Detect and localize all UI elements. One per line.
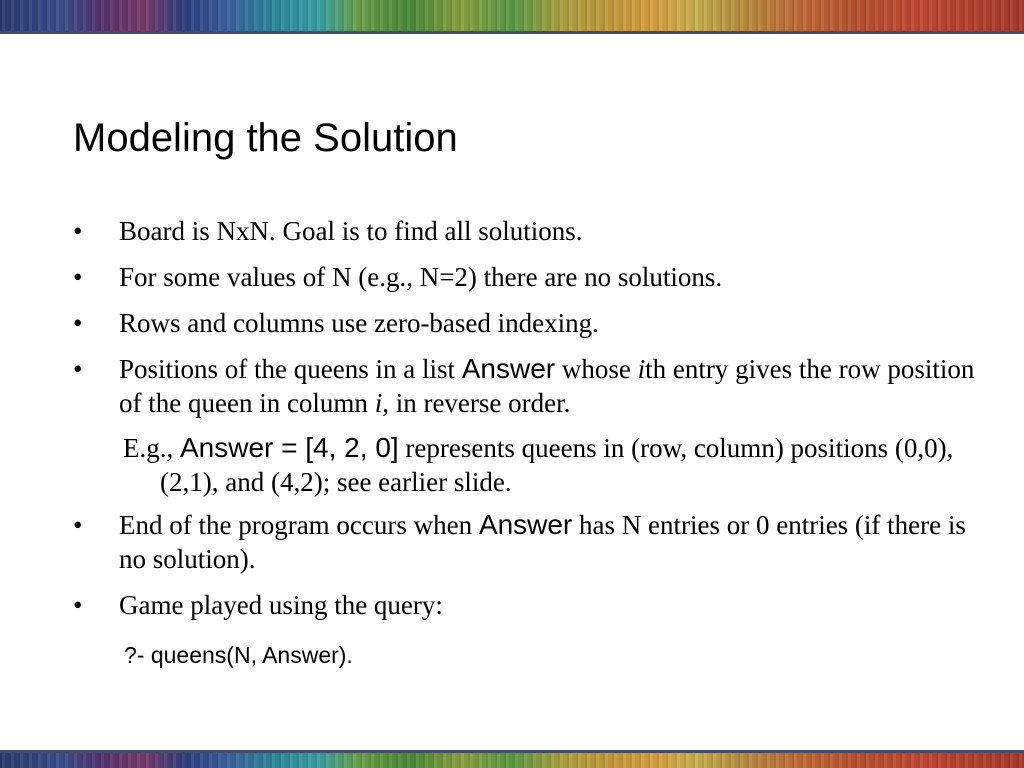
example-paragraph	[73, 431, 993, 499]
bullet-query-intro	[73, 588, 993, 622]
bullet-text-pre: Positions of the queens in a list	[119, 354, 462, 384]
example-code: Answer = [4, 2, 0]	[180, 432, 399, 463]
bullet-text-post: , in reverse order.	[382, 388, 571, 418]
decorative-top-bar	[0, 0, 1024, 34]
example-post: represents queens in (row, column) positions (0,0), (2,1), and (4,2); see earlier slide.	[160, 433, 954, 497]
example-pre: E.g.,	[123, 433, 180, 463]
answer-code: Answer	[461, 353, 556, 384]
bullet-dot: •	[73, 590, 83, 620]
bullet-indexing	[73, 306, 993, 340]
bullet-dot: •	[73, 510, 83, 540]
bullet-end-condition	[73, 508, 993, 576]
bullet-dot: •	[73, 262, 83, 292]
bullet-dot: •	[73, 354, 83, 384]
bullet-text: Board is NxN. Goal is to find all solutions.	[119, 216, 583, 246]
bullet-no-solutions	[73, 260, 993, 294]
answer-code: Answer	[478, 509, 573, 540]
bullet-text-post: has N entries or 0 entries (if there is no solution).	[119, 510, 966, 574]
bullet-text-mid: whose	[555, 354, 638, 384]
italic-i: i	[637, 354, 646, 384]
bullet-text: Rows and columns use zero-based indexing.	[119, 308, 599, 338]
bullet-positions	[73, 352, 993, 420]
bullet-text: For some values of N (e.g., N=2) there are no solutions.	[119, 262, 723, 292]
slide-title: Modeling the Solution	[73, 116, 458, 160]
slide-body	[73, 214, 993, 672]
decorative-bottom-bar	[0, 750, 1024, 768]
bullet-text-mid: th entry gives the row position of the queen in column	[119, 354, 975, 418]
bullet-text-pre: End of the program occurs when	[119, 510, 479, 540]
bullet-dot: •	[73, 308, 83, 338]
query-code: ?- queens(N, Answer).	[124, 642, 353, 668]
italic-i: i	[374, 388, 383, 418]
bullet-board-size	[73, 214, 993, 248]
bullet-text: Game played using the query:	[119, 590, 443, 620]
bullet-dot: •	[73, 216, 83, 246]
